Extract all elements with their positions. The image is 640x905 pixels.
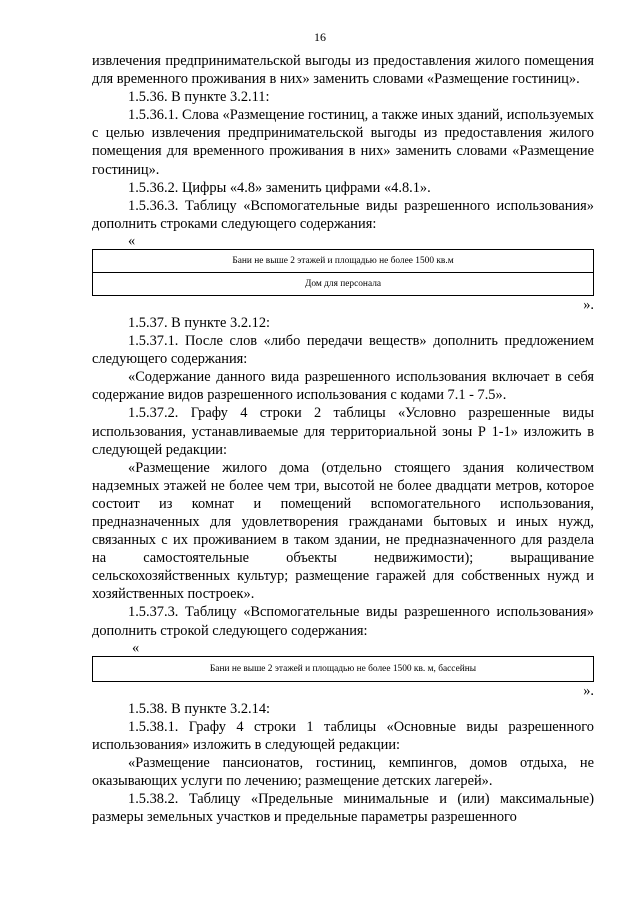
table-row [93, 656, 594, 681]
table-cell: Бани не выше 2 этажей и площадью не более 1500 кв. м, бассейны [93, 656, 594, 681]
page-number: 16 [314, 30, 326, 44]
paragraph: извлечения предпринимательской выгоды из предоставления жилого помещения для временного проживания в них» заменить словами «Размещение гостиниц». [92, 53, 594, 88]
section-heading: 1.5.36. В пункте 3.2.11: [128, 89, 270, 106]
section-heading: 1.5.38. В пункте 3.2.14: [128, 700, 271, 717]
paragraph: 1.5.38.2. Таблицу «Предельные минимальные и (или) максимальные) размеры земельных участков и предельные параметры разрешенного [92, 791, 594, 826]
paragraph: 1.5.36.3. Таблицу «Вспомогательные виды разрешенного использования» дополнить строками следующего содержания: [92, 197, 594, 232]
quote-open-mark: « [132, 639, 140, 656]
table-auxiliary-uses-1 [92, 249, 594, 296]
quoted-paragraph: «Размещение пансионатов, гостиниц, кемпингов, домов отдыха, не оказывающих услуги по лечению; размещение детских лагерей». [92, 754, 594, 789]
table-row [93, 249, 594, 272]
paragraph: 1.5.37.1. После слов «либо передачи веществ» дополнить предложением следующего содержания: [92, 333, 594, 368]
quote-open-mark: « [128, 232, 136, 249]
paragraph: 1.5.36.1. Слова «Размещение гостиниц, а также иных зданий, используемых с целью извлечения предпринимательской выгоды из предоставления жилого помещения для временного проживания в них» заменить словами «Размещение гостиниц». [92, 107, 594, 178]
table-auxiliary-uses-2 [92, 656, 594, 682]
quote-close-mark: ». [583, 682, 594, 699]
quoted-paragraph: «Размещение жилого дома (отдельно стоящего здания количеством надземных этажей не более чем три, высотой не более двадцати метров, которое состоит из комнат и помещений вспомогательного использования, предназначенных для удовлетворения гражданами бытовых и иных нужд, связанных с их проживанием в таком здании, не предназначенного для раздела на самостоятельные объекты недвижимости); выращивание сельскохозяйственных культур; размещение гаражей для собственных нужд и хозяйственных построек». [92, 459, 594, 603]
quoted-paragraph: «Содержание данного вида разрешенного использования включает в себя содержание видов разрешенного использования с кодами 7.1 - 7.5». [92, 369, 594, 404]
paragraph: 1.5.37.2. Графу 4 строки 2 таблицы «Условно разрешенные виды использования, устанавливаемые для территориальной зоны Р 1-1» изложить в следующей редакции: [92, 405, 594, 458]
quote-close-mark: ». [583, 296, 594, 313]
table-cell: Бани не выше 2 этажей и площадью не более 1500 кв.м [93, 249, 594, 272]
table-row [93, 272, 594, 295]
table-cell: Дом для персонала [93, 272, 594, 295]
paragraph: 1.5.36.2. Цифры «4.8» заменить цифрами «4.8.1». [128, 179, 431, 196]
section-heading: 1.5.37. В пункте 3.2.12: [128, 314, 271, 331]
paragraph: 1.5.37.3. Таблицу «Вспомогательные виды разрешенного использования» дополнить строкой следующего содержания: [92, 604, 594, 639]
paragraph: 1.5.38.1. Графу 4 строки 1 таблицы «Основные виды разрешенного использования» изложить в следующей редакции: [92, 718, 594, 753]
document-body [92, 52, 594, 826]
